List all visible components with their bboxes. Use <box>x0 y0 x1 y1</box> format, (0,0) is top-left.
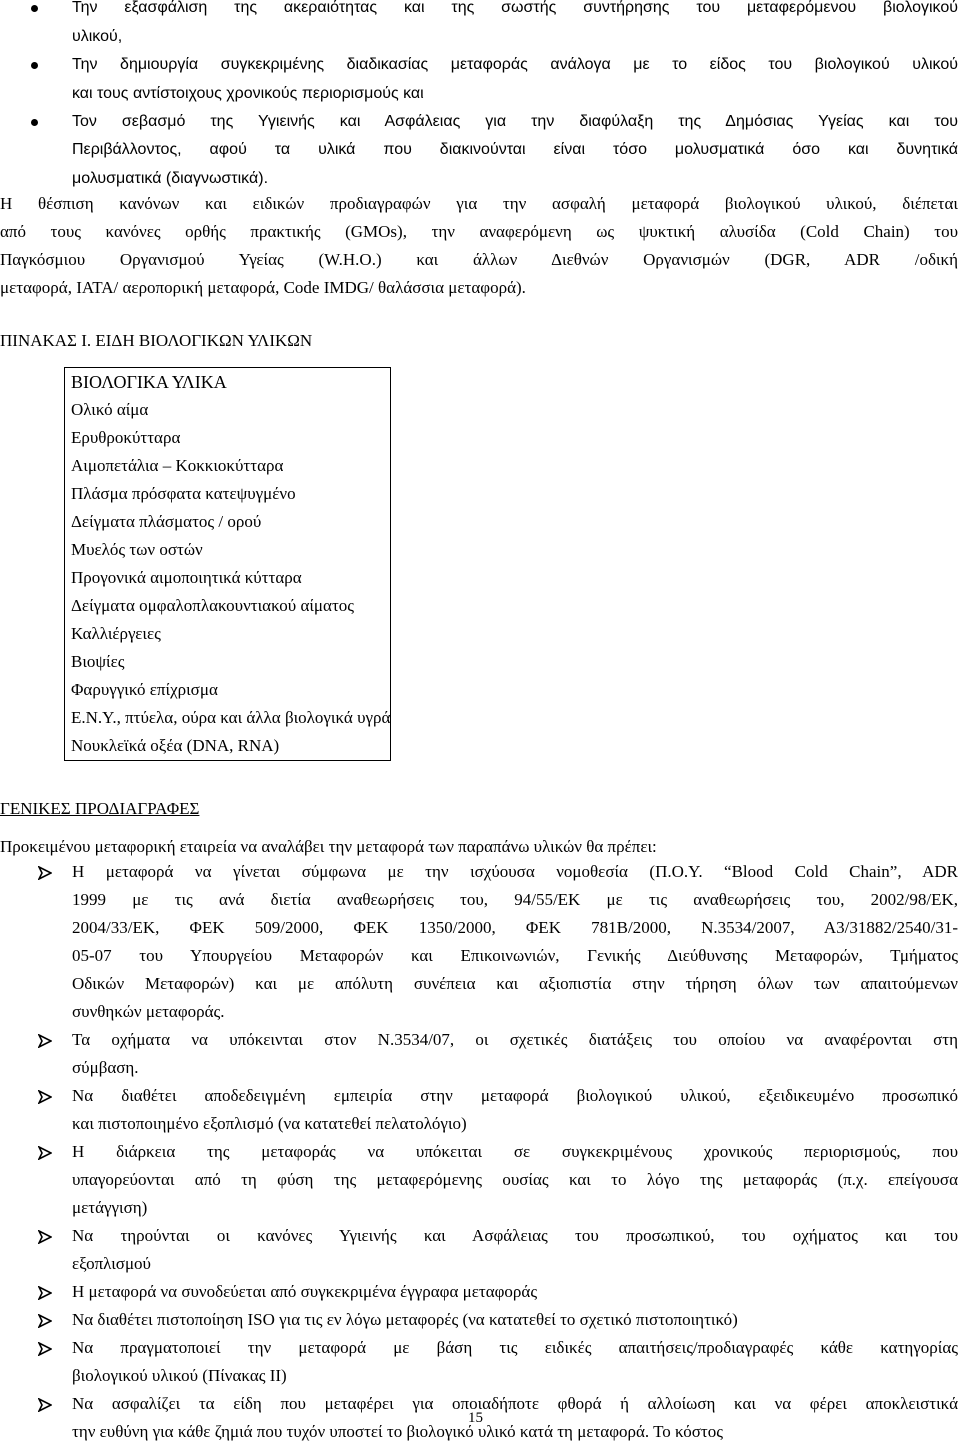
text-line: Την δημιουργία συγκεκριμένης διαδικασίας μεταφοράς ανάλογα με το είδος του βιολογικού υλικού <box>72 56 958 73</box>
table-cell: Μυελός των οστών <box>71 540 203 559</box>
text-line: Να διαθέτει αποδεδειγμένη εμπειρία στην μεταφορά βιολογικού υλικού, εξειδικευμένο προσωπικό <box>72 1086 958 1105</box>
table-cell: Καλλιέργειες <box>71 624 161 643</box>
text-line: Να διαθέτει πιστοποίηση ISO για τις εν λόγω μεταφορές (να κατατεθεί το σχετικό πιστοποιητικό) <box>72 1310 738 1329</box>
list-item <box>0 1278 958 1306</box>
list-item <box>0 1334 958 1390</box>
table-row <box>65 508 391 536</box>
table-row <box>65 396 391 424</box>
text-line: μολυσματικά (διαγνωστικά). <box>72 170 269 187</box>
bullet-icon <box>31 5 38 12</box>
table-cell: Βιοψίες <box>71 652 125 671</box>
requirements-list <box>0 858 958 1446</box>
table-cell: Αιμοπετάλια – Κοκκιοκύτταρα <box>71 456 284 475</box>
list-item <box>0 1222 958 1278</box>
table-row <box>65 536 391 564</box>
text-line: 1999 με τις ανά διετία αναθεωρήσεις του, 94/55/ΕΚ με τις αναθεωρήσεις του, 2002/98/ΕΚ, <box>72 890 958 909</box>
text-line: 2004/33/ΕΚ, ΦΕΚ 509/2000, ΦΕΚ 1350/2000, ΦΕΚ 781Β/2000, Ν.3534/2007, Α3/31882/2540/31- <box>72 918 958 937</box>
table-cell: Δείγματα ομφαλοπλακουντιακού αίματος <box>71 596 355 615</box>
biological-materials-table <box>64 367 391 761</box>
text-line: υλικού, <box>72 28 123 45</box>
text-line: υπαγορεύονται από τη φύση της μεταφερόμενης ουσίας και το λόγο της μεταφοράς (π.χ. επείγουσα <box>72 1170 958 1189</box>
arrowhead-icon <box>38 1146 52 1160</box>
text-line: Η διάρκεια της μεταφοράς να υπόκειται σε συγκεκριμένους χρονικούς περιορισμούς, που <box>72 1142 958 1161</box>
list-item <box>0 1026 958 1082</box>
text-line: συνθηκών μεταφοράς. <box>72 1002 225 1021</box>
arrowhead-icon <box>38 1314 52 1328</box>
table-row <box>65 452 391 480</box>
table-heading: ΠΙΝΑΚΑΣ Ι. ΕΙΔΗ ΒΙΟΛΟΓΙΚΩΝ ΥΛΙΚΩΝ <box>0 331 313 350</box>
text-line: Παγκόσμιου Οργανισμού Υγείας (W.H.O.) και άλλων Διεθνών Οργανισμών (DGR, ADR /οδική <box>0 250 958 269</box>
text-line: μεταφορά, IATA/ αεροπορική μεταφορά, Code IMDG/ θαλάσσια μεταφορά). <box>0 278 526 297</box>
table-row <box>65 620 391 648</box>
table-row <box>65 564 391 592</box>
table-row <box>65 592 391 620</box>
objectives-list <box>0 0 958 193</box>
table-row <box>65 648 391 676</box>
table-row <box>65 480 391 508</box>
section-title: ΓΕΝΙΚΕΣ ΠΡΟΔΙΑΓΡΑΦΕΣ <box>0 799 200 818</box>
text-line: και τους αντίστοιχους χρονικούς περιορισμούς και <box>72 85 424 102</box>
table-cell: Ερυθροκύτταρα <box>71 428 181 447</box>
text-line: σύμβαση. <box>72 1058 139 1077</box>
table-header-cell: ΒΙΟΛΟΓΙΚΑ ΥΛΙΚΑ <box>71 372 227 392</box>
text-line: Να πραγματοποιεί την μεταφορά με βάση τις ειδικές απαιτήσεις/προδιαγραφές κάθε κατηγορίας <box>72 1338 958 1357</box>
text-line: Περιβάλλοντος, αφού τα υλικά που διακινούνται είναι τόσο μολυσματικά όσο και δυνητικά <box>72 141 958 158</box>
list-item <box>0 1306 958 1334</box>
list-item <box>0 0 958 51</box>
text-line: Τον σεβασμό της Υγιεινής και Ασφάλειας για την διαφύλαξη της Δημόσιας Υγείας και του <box>72 113 958 130</box>
text-line: 05-07 του Υπουργείου Μεταφορών και Επικοινωνιών, Γενικής Διεύθυνσης Μεταφορών, Τμήματος <box>72 946 958 965</box>
list-item <box>0 51 958 108</box>
table-cell: Ε.Ν.Υ., πτύελα, ούρα και άλλα βιολογικά υγρά <box>71 708 391 727</box>
table-row <box>65 424 391 452</box>
page-number: 15 <box>468 1410 483 1426</box>
arrowhead-icon <box>38 1398 52 1412</box>
bullet-icon <box>31 119 38 126</box>
table-cell: Νουκλεϊκά οξέα (DNA, RNA) <box>71 736 280 755</box>
list-item <box>0 858 958 1026</box>
text-line: Οδικών Μεταφορών) και με απόλυτη συνέπεια και αξιοπιστία στην τήρηση όλων των απαιτούμενων <box>72 974 958 993</box>
table-cell: Ολικό αίμα <box>71 400 149 419</box>
text-line: Να τηρούνται οι κανόνες Υγιεινής και Ασφάλειας του προσωπικού, του οχήματος και του <box>72 1226 958 1245</box>
list-item <box>0 1138 958 1222</box>
text-line: Η θέσπιση κανόνων και ειδικών προδιαγραφών για την ασφαλή μεταφορά βιολογικού υλικού, διέπεται <box>0 194 958 213</box>
text-line: Να ασφαλίζει τα είδη που μεταφέρει για οποιαδήποτε φθορά ή αλλοίωση και να φέρει αποκλειστικά <box>72 1394 958 1413</box>
bullet-icon <box>31 62 38 69</box>
arrowhead-icon <box>38 1342 52 1356</box>
arrowhead-icon <box>38 1090 52 1104</box>
text-line: μετάγγιση) <box>72 1198 148 1217</box>
table-cell: Προγονικά αιμοποιητικά κύτταρα <box>71 568 302 587</box>
text-line: την ευθύνη για κάθε ζημιά που τυχόν υποστεί το βιολογικό υλικό κατά τη μεταφορά. Το κόστος <box>72 1422 723 1441</box>
table-row <box>65 676 391 704</box>
table-row <box>65 368 391 397</box>
list-item <box>0 1082 958 1138</box>
text-line: εξοπλισμού <box>72 1254 151 1273</box>
table-cell: Δείγματα πλάσματος / ορού <box>71 512 262 531</box>
arrowhead-icon <box>38 1286 52 1300</box>
text-line: βιολογικού υλικού (Πίνακας ΙΙ) <box>72 1366 287 1385</box>
text-line: Η μεταφορά να συνοδεύεται από συγκεκριμένα έγγραφα μεταφοράς <box>72 1282 538 1301</box>
arrowhead-icon <box>38 866 52 880</box>
table-cell: Πλάσμα πρόσφατα κατεψυγμένο <box>71 484 296 503</box>
arrowhead-icon <box>38 1034 52 1048</box>
arrowhead-icon <box>38 1230 52 1244</box>
table-cell: Φαρυγγικό επίχρισμα <box>71 680 218 699</box>
table-row <box>65 732 391 761</box>
text-line: Η μεταφορά να γίνεται σύμφωνα με την ισχύουσα νομοθεσία (Π.Ο.Υ. “Blood Cold Chain”, ADR <box>72 862 958 881</box>
text-line: Την εξασφάλιση της ακεραιότητας και της σωστής συντήρησης του μεταφερόμενου βιολογικού <box>72 0 958 16</box>
regulations-paragraph <box>0 190 958 302</box>
section-intro: Προκειμένου μεταφορική εταιρεία να αναλάβει την μεταφορά των παραπάνω υλικών θα πρέπει: <box>0 837 657 856</box>
text-line: από τους κανόνες ορθής πρακτικής (GMOs), την αναφερόμενη ως ψυκτική αλυσίδα (Cold Chain) του <box>0 222 958 241</box>
text-line: και πιστοποιημένο εξοπλισμό (να κατατεθεί πελατολόγιο) <box>72 1114 467 1133</box>
table-row <box>65 704 391 732</box>
list-item <box>0 108 958 193</box>
text-line: Τα οχήματα να υπόκεινται στον Ν.3534/07, οι σχετικές διατάξεις του οποίου να αναφέρονται στη <box>72 1030 958 1049</box>
